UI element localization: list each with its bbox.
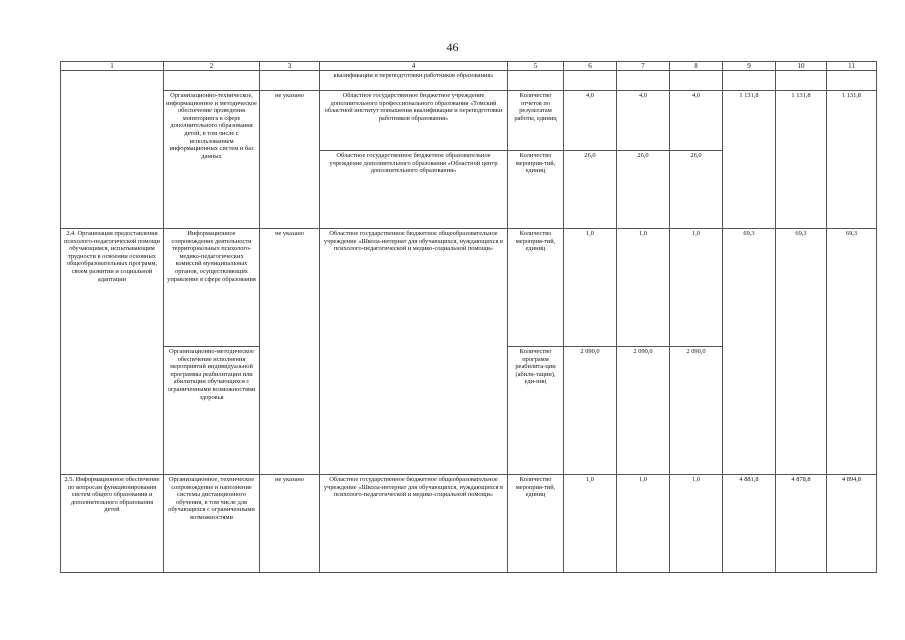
program-table: [60, 61, 877, 573]
table-cell: 1,0: [617, 229, 670, 347]
table-cell: 4 894,8: [827, 475, 877, 573]
table-cell: 1 131,8: [827, 91, 877, 229]
header-cell: 3: [260, 62, 320, 71]
table-cell: 1,0: [564, 229, 617, 347]
table-cell: [164, 71, 260, 91]
table-cell: 1,0: [670, 229, 723, 347]
table-cell: Количество отчетов по результатам работы, единиц: [508, 91, 564, 151]
table-cell: 1 131,8: [776, 91, 827, 229]
table-cell: Областное государственное бюджетное общеобразовательное учреждение «Школа-интернат для обучающихся, нуждающихся в психолого-педагогической и медико-социальной помощи»: [320, 229, 508, 475]
table-cell: 69,3: [776, 229, 827, 475]
table-cell: Областное государственное бюджетное учреждение дополнительного профессионального образования «Томский областной институт повышения квалификации и переподготовки работников образования»: [320, 91, 508, 151]
table-cell: Организационно-методическое обеспечение исполнения мероприятий индивидуальной программы реабилитации или абилитации обучающихся с ограниченными возможностями здоровья: [164, 347, 260, 475]
table-cell: 2 090,0: [564, 347, 617, 475]
header-cell: 10: [776, 62, 827, 71]
table-cell: 4 881,8: [723, 475, 776, 573]
table-cell: Организационное, техническое сопровождение и наполнение системы дистанционного обучения, в том числе для обучающихся с ограниченными возможностями: [164, 475, 260, 573]
table-cell: 2.4. Организация предоставления психолого-педагогической помощи обучающимся, испытывающим трудности в освоении основных общеобразовательных программ, своем развитии и социальной адаптации: [61, 229, 164, 475]
header-cell: 8: [670, 62, 723, 71]
table-row: [61, 91, 877, 151]
table-cell: 26,0: [564, 151, 617, 229]
table-cell: Информационное сопровождение деятельности территориальных психолого-медико-педагогических комиссий муниципальных органов, осуществляющих управление в сфере образования: [164, 229, 260, 347]
table-cell: [827, 71, 877, 91]
header-cell: 7: [617, 62, 670, 71]
page-number: 46: [446, 40, 459, 54]
header-cell: 1: [61, 62, 164, 71]
table-cell: Количество мероприя-тий, единиц: [508, 229, 564, 347]
table-cell: 1 131,8: [723, 91, 776, 229]
table-row: [61, 475, 877, 573]
table-cell: [260, 71, 320, 91]
table-cell: 26,0: [670, 151, 723, 229]
header-cell: 4: [320, 62, 508, 71]
table-cell: 1,0: [670, 475, 723, 573]
table-cell: Организационно-техническое, информационное и методическое обеспечение проведения мониторинга в сфере дополнительного образования детей, в том числе с использованием информационных систем и баз данных: [164, 91, 260, 229]
table-cell: [564, 71, 617, 91]
header-cell: 11: [827, 62, 877, 71]
table-cell: квалификации и переподготовки работников образования»: [320, 71, 508, 91]
table-cell: 69,3: [723, 229, 776, 475]
table-row: [61, 229, 877, 347]
table-cell: [670, 71, 723, 91]
table-cell: не указано: [260, 475, 320, 573]
table-cell: 2 090,0: [670, 347, 723, 475]
table-cell: 4,0: [670, 91, 723, 151]
table-cell: 26,0: [617, 151, 670, 229]
table-row: [61, 71, 877, 91]
table-cell: не указано: [260, 229, 320, 475]
table-cell: не указано: [260, 91, 320, 229]
table-cell: 1,0: [617, 475, 670, 573]
table-cell: [723, 71, 776, 91]
table-cell: [508, 71, 564, 91]
table-cell: 69,3: [827, 229, 877, 475]
table-cell: Количество мероприя-тий, единиц: [508, 475, 564, 573]
table-cell: 4,0: [564, 91, 617, 151]
table-cell: Областное государственное бюджетное общеобразовательное учреждение «Школа-интернат для обучающихся, нуждающихся в психолого-педагогической и медико-социальной помощи»: [320, 475, 508, 573]
table-cell: [617, 71, 670, 91]
header-cell: 2: [164, 62, 260, 71]
table-cell: [61, 71, 164, 229]
table-cell: 4,0: [617, 91, 670, 151]
column-number-row: [61, 62, 877, 71]
table-cell: Областное государственное бюджетное образовательное учреждение дополнительного образования «Областной центр дополнительного образования»: [320, 151, 508, 229]
table-cell: 2 090,0: [617, 347, 670, 475]
table-cell: 1,0: [564, 475, 617, 573]
table-cell: 4 878,8: [776, 475, 827, 573]
table-cell: Количество мероприя-тий, единиц: [508, 151, 564, 229]
header-cell: 6: [564, 62, 617, 71]
table-cell: 2.5. Информационное обеспечение по вопросам функционирования систем общего образования и дополнительного образования детей: [61, 475, 164, 573]
table-cell: Количество программ реабилита-ции (абили-тации), еди-ниц: [508, 347, 564, 475]
header-cell: 9: [723, 62, 776, 71]
header-cell: 5: [508, 62, 564, 71]
table-cell: [776, 71, 827, 91]
